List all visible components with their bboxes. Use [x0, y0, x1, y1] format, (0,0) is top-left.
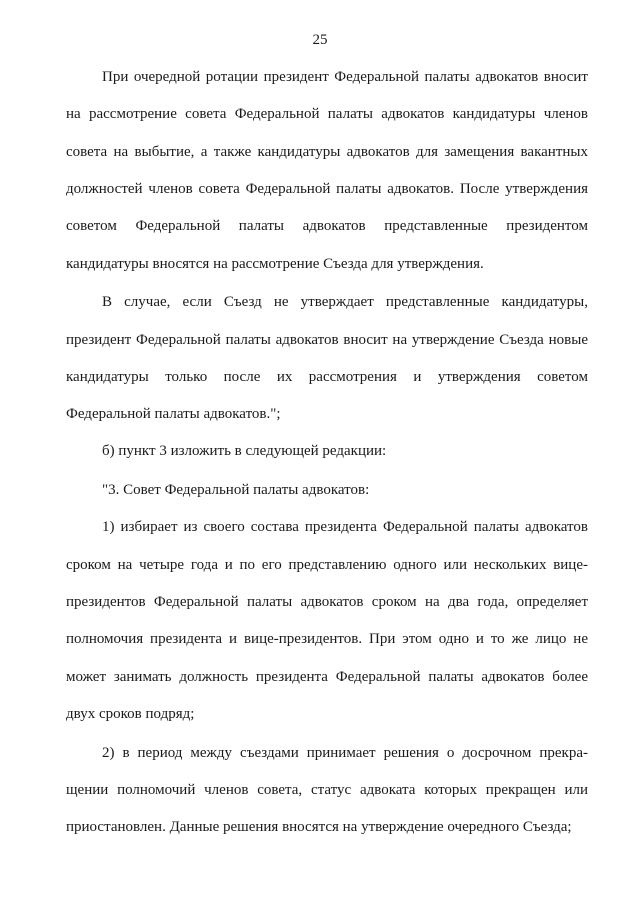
text-line: может занимать должность президента Федеральной палаты адвокатов более [66, 669, 588, 685]
text-line: 1) избирает из своего состава президента Федеральной палаты адвокатов [102, 519, 588, 535]
text-line: советом Федеральной палаты адвокатов представленные президентом [66, 218, 588, 234]
text-line: совета на выбытие, а также кандидатуры адвокатов для замещения вакантных [66, 144, 588, 160]
text-line: на рассмотрение совета Федеральной палаты адвокатов кандидатуры членов [66, 106, 588, 122]
text-line: Федеральной палаты адвокатов."; [66, 406, 281, 422]
text-line: "3. Совет Федеральной палаты адвокатов: [102, 482, 370, 498]
text-line: полномочия президента и вице-президентов. При этом одно и то же лицо не [66, 631, 588, 647]
text-line: должностей членов совета Федеральной палаты адвокатов. После утверждения [66, 181, 588, 197]
page-number: 25 [312, 32, 328, 48]
text-line: приостановлен. Данные решения вносятся на утверждение очередного Съезда; [66, 819, 572, 835]
text-line: щении полномочий членов совета, статус адвоката которых прекращен или [66, 782, 588, 798]
text-line: б) пункт 3 изложить в следующей редакции: [102, 443, 387, 459]
text-line: двух сроков подряд; [66, 706, 195, 722]
text-line: президентов Федеральной палаты адвокатов сроком на два года, определяет [66, 594, 588, 610]
text-line: В случае, если Съезд не утверждает представленные кандидатуры, [102, 294, 588, 310]
text-line: сроком на четыре года и по его представлению одного или нескольких вице- [66, 557, 588, 573]
text-line: президент Федеральной палаты адвокатов вносит на утверждение Съезда новые [66, 332, 588, 348]
text-line: кандидатуры вносятся на рассмотрение Съезда для утверждения. [66, 256, 484, 272]
text-line: При очередной ротации президент Федеральной палаты адвокатов вносит [102, 69, 588, 85]
text-line: 2) в период между съездами принимает решения о досрочном прекра- [102, 745, 588, 761]
text-line: кандидатуры только после их рассмотрения и утверждения советом [66, 369, 588, 385]
